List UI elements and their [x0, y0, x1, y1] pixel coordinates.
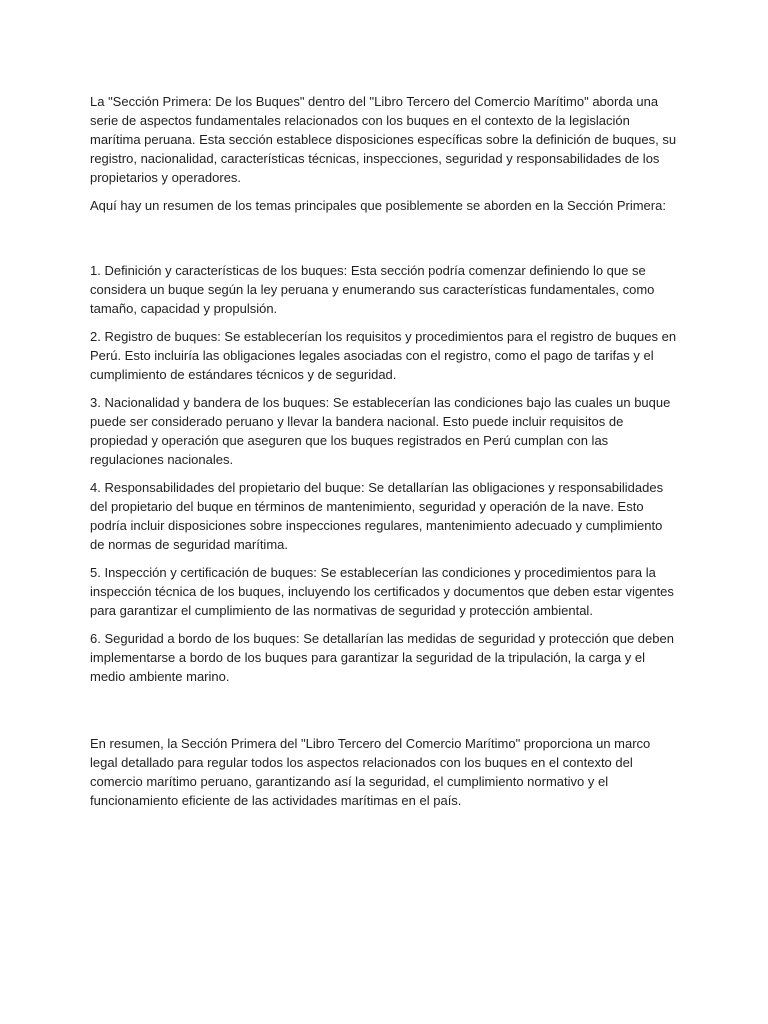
list-item: 3. Nacionalidad y bandera de los buques: Se establecerían las condiciones bajo las cuales un buque puede ser considerado peruano y llevar la bandera nacional. Esto puede incluir requisitos de propiedad y operación que aseguren que los buques registrados en Perú cumplan con las regulaciones nacionales.: [90, 395, 671, 467]
list-item: 1. Definición y características de los buques: Esta sección podría comenzar definiendo lo que se considera un buque según la ley peruana y enumerando sus características fundamentales, como tamaño, capacidad y propulsión.: [90, 263, 655, 316]
conclusion-paragraph: En resumen, la Sección Primera del "Libro Tercero del Comercio Marítimo" proporciona un marco legal detallado para regular todos los aspectos relacionados con los buques en el contexto del comercio marítimo peruano, garantizando así la seguridad, el cumplimiento normativo y el funcionamiento eficiente de las actividades marítimas en el país.: [90, 736, 651, 808]
intro-paragraph: La "Sección Primera: De los Buques" dentro del "Libro Tercero del Comercio Marítimo" aborda una serie de aspectos fundamentales relacionados con los buques en el contexto de la legislación marítima peruana. Esta sección establece disposiciones específicas sobre la definición de buques, su registro, nacionalidad, características técnicas, inspecciones, seguridad y responsabilidades de los propietarios y operadores.: [90, 94, 677, 185]
list-item: 5. Inspección y certificación de buques: Se establecerían las condiciones y procedimientos para la inspección técnica de los buques, incluyendo los certificados y documentos que deben estar vigentes para garantizar el cumplimiento de las normativas de seguridad y protección ambiental.: [90, 565, 674, 618]
summary-lead-paragraph: Aquí hay un resumen de los temas principales que posiblemente se aborden en la Sección Primera:: [90, 198, 666, 213]
paragraph-spacer: [90, 224, 680, 261]
paragraph-spacer: [90, 695, 680, 734]
list-item: 6. Seguridad a bordo de los buques: Se detallarían las medidas de seguridad y protección que deben implementarse a bordo de los buques para garantizar la seguridad de la tripulación, la carga y el medio ambiente marino.: [90, 631, 674, 684]
document-body: [90, 92, 680, 819]
list-item: 4. Responsabilidades del propietario del buque: Se detallarían las obligaciones y responsabilidades del propietario del buque en términos de mantenimiento, seguridad y operación de la nave. Esto podría incluir disposiciones sobre inspecciones regulares, mantenimiento adecuado y cumplimiento de normas de seguridad marítima.: [90, 480, 664, 552]
list-item: 2. Registro de buques: Se establecerían los requisitos y procedimientos para el registro de buques en Perú. Esto incluiría las obligaciones legales asociadas con el registro, como el pago de tarifas y el cumplimiento de estándares técnicos y de seguridad.: [90, 329, 677, 382]
